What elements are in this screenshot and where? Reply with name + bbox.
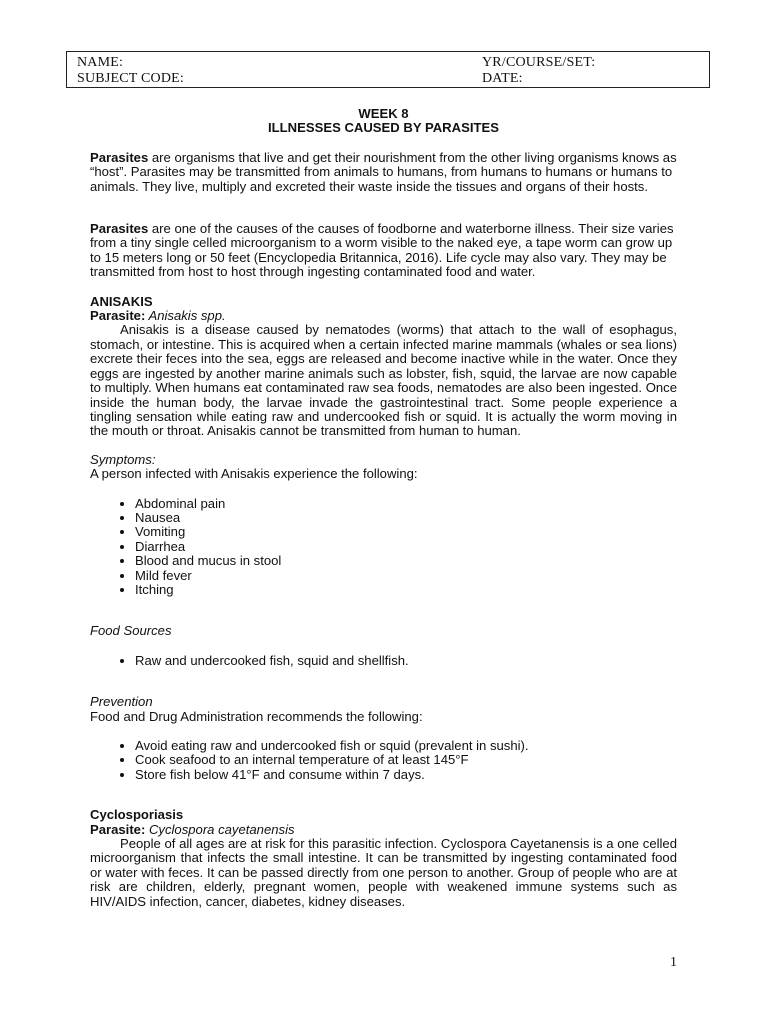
- list-item: • Diarrhea: [135, 540, 677, 554]
- date-label: DATE:: [482, 71, 523, 86]
- anisakis-parasite-name: Anisakis spp.: [145, 308, 226, 324]
- list-item: • Store fish below 41°F and consume within 7 days.: [135, 768, 677, 782]
- symptoms-list: [90, 497, 677, 598]
- anisakis-heading: ANISAKIS: [90, 293, 153, 309]
- intro-term-2: Parasites: [90, 221, 149, 237]
- list-item: • Abdominal pain: [135, 497, 677, 511]
- intro-text-2: are one of the causes of the causes of foodborne and waterborne illness. Their size varies from a tiny single celled microorganism to a worm visible to the naked eye, a tape worm can grow up to 15 meters long or 50 feet (Encyclopedia Britannica, 2016). Life cycle may also vary. They may be transmitted from host to host through ingesting contaminated food and water.: [90, 221, 674, 280]
- page-title: ILLNESSES CAUSED BY PARASITES: [268, 120, 499, 136]
- intro-text-1: are organisms that live and get their nourishment from the other living organisms knows as “host”. Parasites may be transmitted from animals to humans, from humans to humans or humans to animals. They live, multiply and excreted their waste inside the tissues and organs of their hosts.: [90, 149, 677, 194]
- cyclosporiasis-parasite-line: [90, 823, 677, 837]
- intro-paragraph-1: [90, 151, 677, 194]
- intro-term-1: Parasites: [90, 149, 149, 165]
- list-item: • Avoid eating raw and undercooked fish or squid (prevalent in sushi).: [135, 739, 677, 753]
- anisakis-description: Anisakis is a disease caused by nematodes (worms) that attach to the wall of esophagus, stomach, or intestine. This is acquired when a certain infected marine mammals (whales or sea lions) excrete their feces into the sea, eggs are released and become inactive while in the water. Once they eggs are ingested by another marine animals such as lobster, fish, squid, the larvae are now capable to multiply. When humans eat contaminated raw sea foods, nematodes are also been ingested. Once inside the human body, the larvae invade the gastrointestinal tract. Some people experience a tingling sensation while eating raw and undercooked fish or squid. It is actually the worm moving in the mouth or throat. Anisakis cannot be transmitted from human to human.: [90, 322, 677, 439]
- prevention-intro: Food and Drug Administration recommends the following:: [90, 708, 423, 724]
- symptoms-intro: A person infected with Anisakis experience the following:: [90, 466, 418, 482]
- intro-paragraph-2: [90, 222, 677, 280]
- list-item: • Nausea: [135, 511, 677, 525]
- anisakis-parasite-line: [90, 309, 677, 323]
- cyclosporiasis-description: People of all ages are at risk for this parasitic infection. Cyclospora Cayetanensis is a one celled microorganism that infects the small intestine. It can be transmitted by ingesting contaminated food or water with feces. It can be passed directly from one person to another. Group of people who are at risk are children, elderly, pregnant women, people with weakened immune systems such as HIV/AIDS infection, cancer, diabetes, kidney diseases.: [90, 836, 677, 909]
- list-item: • Blood and mucus in stool: [135, 554, 677, 568]
- list-item: • Raw and undercooked fish, squid and shellfish.: [135, 654, 677, 668]
- page-number: 1: [670, 955, 677, 970]
- subject-code-label: SUBJECT CODE:: [77, 71, 184, 86]
- list-item: • Mild fever: [135, 569, 677, 583]
- food-sources-label: Food Sources: [90, 623, 172, 639]
- cyclosporiasis-parasite-name: Cyclospora cayetanensis: [145, 821, 295, 837]
- list-item: • Vomiting: [135, 525, 677, 539]
- cyclosporiasis-heading: Cyclosporiasis: [90, 807, 184, 823]
- prevention-list: [90, 739, 677, 782]
- document-body: [90, 107, 677, 909]
- symptoms-label: Symptoms:: [90, 451, 156, 467]
- list-item: • Cook seafood to an internal temperature of at least 145°F: [135, 753, 677, 767]
- food-sources-list: [90, 654, 677, 668]
- name-label: NAME:: [77, 55, 124, 70]
- cyclosporiasis-parasite-label: Parasite:: [90, 821, 146, 837]
- prevention-label: Prevention: [90, 694, 153, 710]
- yr-course-set-label: YR/COURSE/SET:: [482, 55, 596, 70]
- anisakis-parasite-label: Parasite:: [90, 308, 146, 324]
- student-info-box: [66, 51, 710, 88]
- list-item: • Itching: [135, 583, 677, 597]
- week-title: WEEK 8: [358, 106, 409, 121]
